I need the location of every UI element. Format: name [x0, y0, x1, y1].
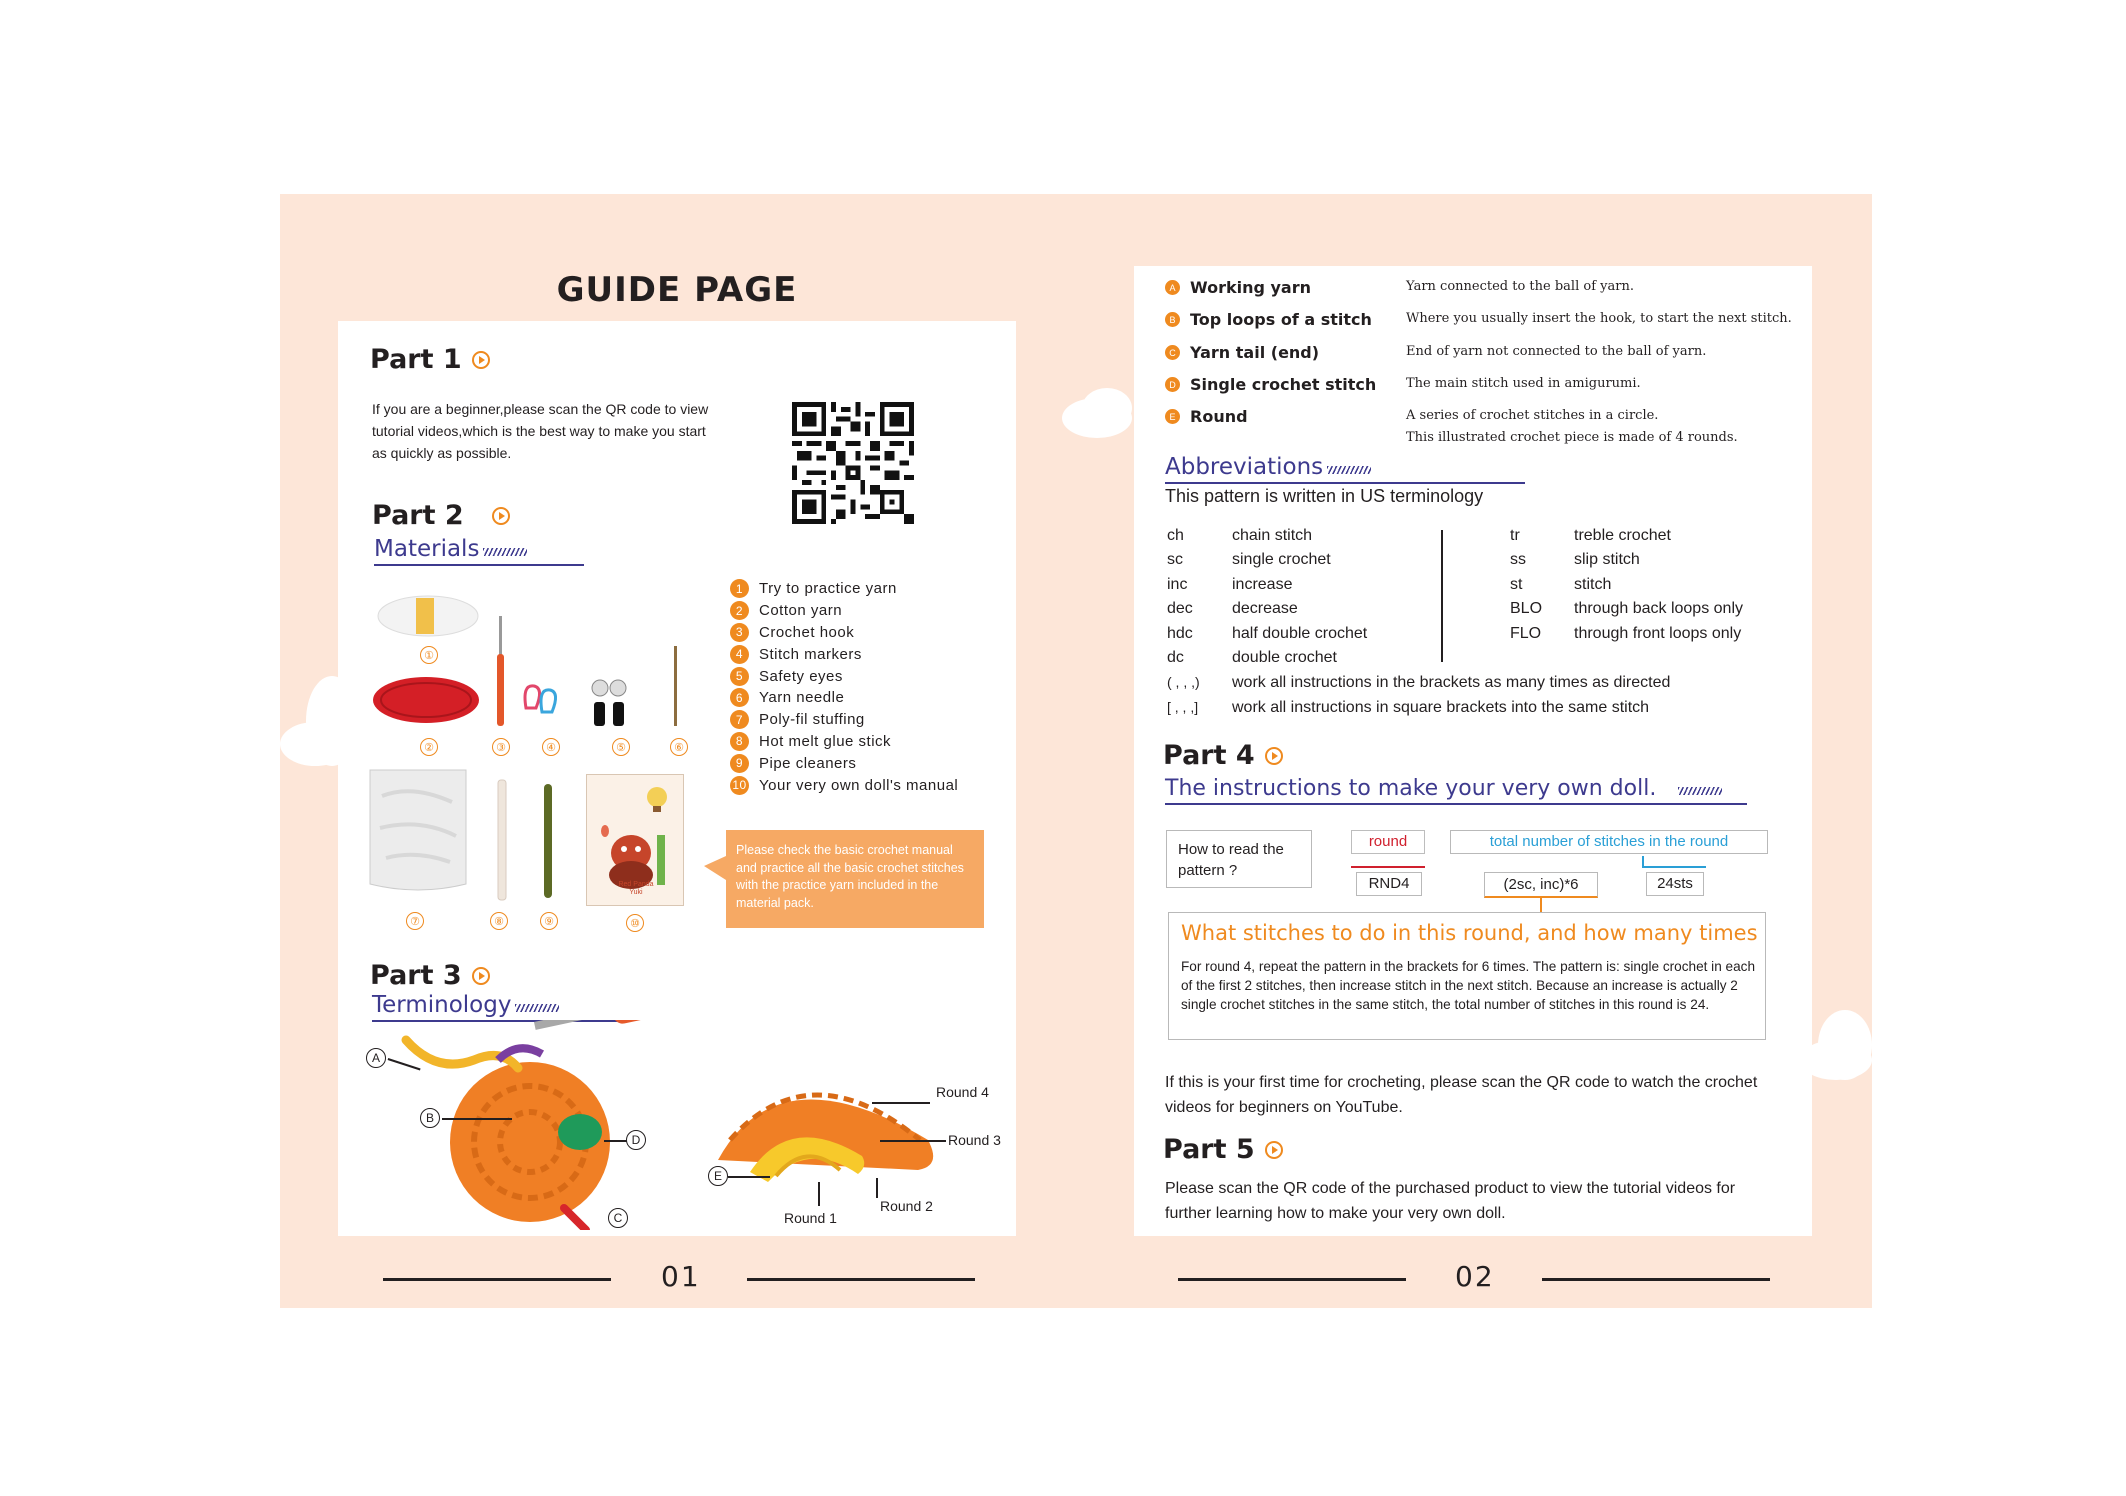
safety-eyes-image	[592, 680, 626, 726]
abbr-code: FLO	[1510, 625, 1542, 642]
callout-b: B	[420, 1108, 440, 1128]
footer-rule	[747, 1278, 975, 1281]
term-row	[1165, 375, 1404, 394]
leader-line	[728, 1176, 770, 1178]
abbr-meaning: slip stitch	[1574, 551, 1640, 568]
play-icon[interactable]	[472, 967, 490, 985]
item-badge: 2	[730, 601, 749, 620]
item-badge: 5	[730, 667, 749, 686]
abbr-code: dec	[1167, 600, 1193, 617]
page-number: 01	[661, 1260, 701, 1293]
abbr-code: tr	[1510, 527, 1520, 544]
sts-underline	[1644, 866, 1706, 868]
material-label: Safety eyes	[759, 667, 843, 685]
instructions-subheading-text: The instructions to make your very own doll.	[1165, 776, 1657, 801]
column-divider	[1441, 530, 1443, 662]
leader-line	[876, 1178, 878, 1198]
term-name: Working yarn	[1190, 278, 1312, 297]
term-row	[1165, 310, 1404, 329]
first-time-text: If this is your first time for crocheting, please scan the QR code to watch the crochet videos for beginners on YouTube.	[1165, 1074, 1758, 1116]
term-desc: End of yarn not connected to the ball of yarn.	[1406, 344, 1707, 359]
term-row	[1165, 343, 1404, 362]
material-label: Stitch markers	[759, 645, 862, 663]
manual-caption: Red Panda Yuki	[618, 881, 654, 896]
term-desc: A series of crochet stitches in a circle.	[1406, 408, 1659, 423]
list-item	[730, 687, 958, 709]
term-badge: A	[1165, 280, 1180, 295]
item-number: ①	[420, 646, 438, 664]
term-name: Single crochet stitch	[1190, 375, 1377, 394]
part5-heading	[1163, 1134, 1283, 1165]
material-label: Your very own doll's manual	[759, 776, 959, 794]
term-name: Top loops of a stitch	[1190, 310, 1372, 329]
item-badge: 3	[730, 623, 749, 642]
materials-list	[730, 578, 958, 796]
stuffing-image	[370, 770, 466, 890]
item-badge: 8	[730, 732, 749, 751]
material-label: Crochet hook	[759, 623, 855, 641]
term-desc: Yarn connected to the ball of yarn.	[1406, 279, 1634, 294]
crochet-hook-image	[497, 616, 504, 726]
terminology-subheading	[372, 992, 628, 1022]
total-stitches-tag: total number of stitches in the round	[1450, 830, 1768, 854]
item-badge: 9	[730, 754, 749, 773]
item-badge: 1	[730, 579, 749, 598]
callout-a: A	[366, 1048, 386, 1068]
leader-line	[880, 1140, 946, 1142]
term-badge: C	[1165, 345, 1180, 360]
part5-text: Please scan the QR code of the purchased product to view the tutorial videos for further learning how to make your very own doll.	[1165, 1180, 1736, 1222]
item-number: ⑦	[406, 912, 424, 930]
part2-heading	[372, 500, 510, 531]
term-desc: The main stitch used in amigurumi.	[1406, 376, 1641, 391]
cotton-yarn-image	[373, 677, 479, 723]
round-underline	[1351, 866, 1425, 868]
list-item	[730, 774, 958, 796]
part3-heading-text: Part 3	[370, 960, 462, 991]
abbr-meaning: through front loops only	[1574, 625, 1742, 642]
list-item	[730, 643, 958, 665]
round4-label: Round 4	[936, 1084, 989, 1100]
abbreviations-heading-text: Abbreviations	[1165, 454, 1324, 480]
item-number: ③	[492, 738, 510, 756]
abbr-code: dc	[1167, 649, 1184, 666]
terminology-note: This pattern is written in US terminology	[1165, 486, 1484, 506]
abbr-meaning: single crochet	[1232, 551, 1331, 568]
doll-manual-image	[586, 774, 684, 906]
yarn-needle-image	[674, 646, 677, 726]
part1-heading	[370, 344, 490, 375]
stitch-markers-image	[525, 686, 556, 712]
abbr-meaning: stitch	[1574, 576, 1612, 593]
abbr-code: ( , , ,)	[1167, 674, 1200, 690]
item-number: ⑥	[670, 738, 688, 756]
leader-line	[604, 1140, 628, 1142]
material-label: Hot melt glue stick	[759, 732, 892, 750]
abbr-meaning: work all instructions in square brackets into the same stitch	[1232, 699, 1650, 716]
guide-page-title: GUIDE PAGE	[556, 270, 798, 310]
term-desc: This illustrated crochet piece is made of 4 rounds.	[1406, 430, 1738, 445]
instructions-subheading	[1165, 776, 1747, 805]
leader-line	[442, 1118, 512, 1120]
abbr-meaning: decrease	[1232, 600, 1298, 617]
part3-heading	[370, 960, 490, 991]
part1-text: If you are a beginner,please scan the QR code to view tutorial videos,which is the best way to make you start as quickly as possible.	[372, 401, 709, 461]
term-badge: B	[1165, 312, 1180, 327]
hatch-decoration	[1678, 787, 1722, 795]
cloud-decoration	[1082, 388, 1132, 428]
play-icon[interactable]	[492, 507, 510, 525]
term-row	[1165, 278, 1404, 297]
footer-rule	[1178, 1278, 1406, 1281]
abbr-code: inc	[1167, 576, 1188, 593]
part5-heading-text: Part 5	[1163, 1134, 1255, 1165]
item-badge: 4	[730, 645, 749, 664]
abbr-meaning: chain stitch	[1232, 527, 1313, 544]
callout-e: E	[708, 1166, 728, 1186]
abbr-code: hdc	[1167, 625, 1193, 642]
term-badge: D	[1165, 377, 1180, 392]
item-number: ⑤	[612, 738, 630, 756]
item-badge: 7	[730, 710, 749, 729]
sts-value: 24sts	[1646, 872, 1704, 896]
item-badge: 6	[730, 688, 749, 707]
material-label: Poly-fil stuffing	[759, 711, 865, 729]
page-number: 02	[1455, 1260, 1495, 1293]
item-number: ⑩	[626, 914, 644, 932]
term-row	[1165, 407, 1404, 426]
abbr-meaning: increase	[1232, 576, 1293, 593]
hatch-decoration	[515, 1004, 559, 1012]
list-item	[730, 709, 958, 731]
footer-rule	[383, 1278, 611, 1281]
play-icon[interactable]	[1265, 1141, 1283, 1159]
footer-rule	[1542, 1278, 1770, 1281]
item-number: ②	[420, 738, 438, 756]
abbr-code: sc	[1167, 551, 1183, 568]
play-icon[interactable]	[472, 351, 490, 369]
round1-label: Round 1	[784, 1210, 837, 1226]
what-stitches-box	[1168, 912, 1766, 1040]
abbr-meaning: double crochet	[1232, 649, 1337, 666]
crochet-half-dome-image	[718, 1095, 933, 1182]
leader-line	[818, 1182, 820, 1206]
list-item	[730, 578, 958, 600]
abbreviations-subheading	[1165, 454, 1525, 484]
round3-label: Round 3	[948, 1132, 1001, 1148]
material-label: Pipe cleaners	[759, 754, 857, 772]
part2-heading-text: Part 2	[372, 500, 464, 531]
round2-label: Round 2	[880, 1198, 933, 1214]
abbr-meaning: through back loops only	[1574, 600, 1743, 617]
practice-yarn-image	[378, 596, 478, 636]
crochet-circle-image	[406, 1020, 693, 1230]
material-label: Yarn needle	[759, 689, 845, 707]
round-tag: round	[1351, 830, 1425, 854]
rnd-value: RND4	[1356, 872, 1422, 896]
item-number: ④	[542, 738, 560, 756]
item-number: ⑧	[490, 912, 508, 930]
callout-c: C	[608, 1208, 628, 1228]
hatch-decoration	[483, 548, 527, 556]
how-to-read-box: How to read the pattern ?	[1166, 830, 1312, 888]
item-number: ⑨	[540, 912, 558, 930]
list-item	[730, 622, 958, 644]
abbr-code: st	[1510, 576, 1523, 593]
list-item	[730, 600, 958, 622]
leader-line	[872, 1102, 930, 1104]
callout-d: D	[626, 1130, 646, 1150]
part1-heading-text: Part 1	[370, 344, 462, 375]
hatch-decoration	[1327, 466, 1371, 474]
formula-value: (2sc, inc)*6	[1484, 872, 1598, 898]
qr-code[interactable]	[792, 402, 914, 524]
abbr-code: BLO	[1510, 600, 1543, 617]
item-badge: 10	[730, 776, 749, 795]
list-item	[730, 752, 958, 774]
terminology-subheading-text: Terminology	[372, 992, 512, 1018]
part4-heading	[1163, 740, 1283, 771]
play-icon[interactable]	[1265, 747, 1283, 765]
abbr-code: [ , , ,]	[1167, 699, 1199, 715]
pipe-cleaner-image	[544, 784, 552, 898]
connector	[1540, 898, 1542, 912]
practice-note: Please check the basic crochet manual and practice all the basic crochet stitches with the practice yarn included in the material pack.	[726, 830, 984, 928]
what-stitches-text: For round 4, repeat the pattern in the brackets for 6 times. The pattern is: single crochet in each of the first 2 stitches, then increase stitch in the next stitch. Because an increase is actually 2 single crochet stitches in the same stitch, the total number of stitches in this round is 24.	[1181, 959, 1756, 1012]
term-badge: E	[1165, 409, 1180, 424]
abbr-meaning: work all instructions in the brackets as many times as directed	[1232, 674, 1671, 691]
material-label: Cotton yarn	[759, 602, 843, 620]
list-item	[730, 665, 958, 687]
term-name: Round	[1190, 407, 1248, 426]
glue-stick-image	[498, 780, 506, 900]
materials-subheading-text: Materials	[374, 536, 480, 562]
what-stitches-title: What stitches to do in this round, and how many times	[1181, 921, 1758, 945]
material-label: Try to practice yarn	[759, 580, 897, 598]
materials-subheading	[374, 536, 584, 566]
part4-heading-text: Part 4	[1163, 740, 1255, 771]
term-name: Yarn tail (end)	[1190, 343, 1320, 362]
abbr-meaning: half double crochet	[1232, 625, 1368, 642]
list-item	[730, 731, 958, 753]
abbr-code: ch	[1167, 527, 1184, 544]
abbr-code: ss	[1510, 551, 1526, 568]
abbr-meaning: treble crochet	[1574, 527, 1671, 544]
term-desc: Where you usually insert the hook, to start the next stitch.	[1406, 311, 1792, 326]
